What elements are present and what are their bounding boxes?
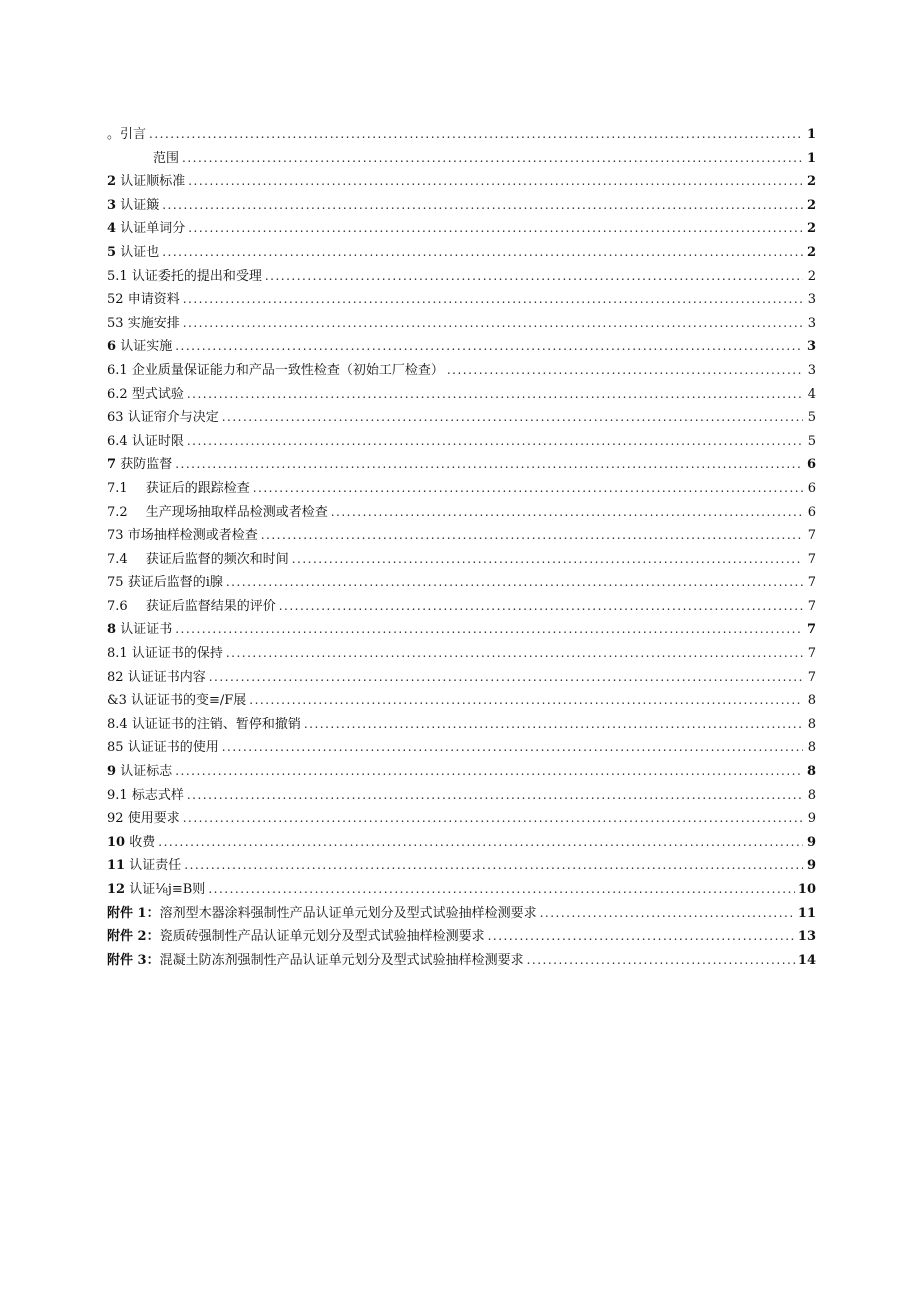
toc-page-number: 8: [807, 693, 816, 709]
dot-leader: [249, 689, 803, 713]
toc-page-number: 7: [807, 551, 816, 567]
toc-number: 5.1: [107, 268, 128, 284]
toc-entry[interactable]: [107, 241, 816, 265]
toc-number: 11: [107, 858, 126, 874]
toc-title: 获证后监督结果的评价: [145, 598, 276, 614]
toc-entry[interactable]: [107, 501, 816, 525]
toc-entry[interactable]: [107, 217, 816, 241]
dot-leader: [540, 902, 795, 926]
toc-title: 范围: [153, 150, 180, 166]
toc-page-number: 13: [797, 929, 816, 945]
toc-title: 认证实施: [120, 339, 173, 355]
dot-leader: [149, 123, 803, 147]
dot-leader: [188, 170, 803, 194]
dot-leader: [162, 241, 803, 265]
toc-page-number: 7: [807, 575, 816, 591]
toc-entry[interactable]: [107, 618, 816, 642]
toc-title: 市场抽样检测或者检查: [127, 528, 258, 544]
toc-entry[interactable]: [107, 265, 816, 289]
toc-title: 申请资料: [127, 292, 180, 308]
toc-page-number: 2: [807, 268, 816, 284]
dot-leader: [331, 501, 803, 525]
toc-entry[interactable]: [107, 430, 816, 454]
toc-number: 92: [107, 811, 124, 827]
toc-title: 认证责任: [129, 858, 182, 874]
dot-leader: [187, 383, 803, 407]
toc-title: 认证证书内容: [127, 669, 206, 685]
toc-number: 。: [107, 127, 121, 142]
toc-number: 9.1: [107, 787, 128, 803]
toc-page-number: 2: [806, 221, 816, 237]
toc-page-number: 3: [807, 292, 816, 308]
toc-page-number: 8: [806, 764, 816, 780]
toc-entry[interactable]: [107, 477, 816, 501]
toc-title: 瓷质砖强制性产品认证单元划分及型式试验抽样检测要求: [159, 929, 485, 945]
toc-page-number: 9: [806, 858, 816, 874]
toc-number: 85: [107, 740, 124, 756]
dot-leader: [226, 642, 803, 666]
toc-title: 认证委托的提出和受理: [131, 268, 262, 284]
toc-entry[interactable]: [107, 359, 816, 383]
toc-title: 认证⅛j≡B则: [129, 882, 206, 897]
toc-number: 4: [107, 221, 117, 237]
toc-entry[interactable]: [107, 784, 816, 808]
toc-page-number: 5: [807, 433, 816, 449]
toc-page-number: 3: [807, 315, 816, 331]
toc-number: &3: [107, 693, 127, 709]
toc-entry[interactable]: [107, 123, 816, 147]
toc-number: 12: [107, 882, 126, 897]
toc-title: 认证顺标准: [120, 174, 186, 190]
toc-page-number: 1: [806, 127, 816, 142]
toc-page-number: 1: [806, 150, 816, 166]
toc-entry[interactable]: [107, 902, 816, 926]
toc-page-number: 9: [807, 811, 816, 827]
toc-page-number: 3: [806, 339, 816, 355]
dot-leader: [183, 807, 803, 831]
dot-leader: [265, 265, 803, 289]
toc-page-number: 4: [807, 386, 816, 402]
toc-entry[interactable]: [107, 170, 816, 194]
toc-page-number: 6: [807, 480, 816, 496]
toc-title: 认证证书的变≡∕F展: [130, 693, 247, 709]
dot-leader: [175, 453, 803, 477]
toc-title: 引言: [120, 127, 147, 142]
toc-number: 2: [107, 174, 117, 190]
toc-title: 实施安排: [127, 315, 180, 331]
toc-number: 7.4: [107, 551, 128, 567]
toc-number: 7.1: [107, 480, 128, 496]
toc-entry[interactable]: [107, 831, 816, 855]
toc-page-number: 2: [806, 197, 816, 213]
toc-page-number: 14: [797, 952, 816, 968]
toc-page-number: 2: [806, 244, 816, 260]
toc-entry[interactable]: [107, 760, 816, 784]
toc-page-number: 7: [807, 598, 816, 614]
toc-number: 73: [107, 528, 124, 544]
toc-entry[interactable]: [107, 949, 816, 973]
toc-entry[interactable]: [107, 807, 816, 831]
toc-entry[interactable]: [107, 548, 816, 572]
toc-entry[interactable]: [107, 335, 816, 359]
dot-leader: [279, 595, 803, 619]
dot-leader: [253, 477, 803, 501]
toc-number: 6.1: [107, 362, 128, 378]
toc-title: 标志式样: [131, 787, 184, 803]
toc-page-number: 10: [797, 882, 816, 897]
toc-page-number: 5: [807, 410, 816, 426]
toc-number: 82: [107, 669, 124, 685]
toc-number: 5: [107, 244, 117, 260]
dot-leader: [158, 831, 803, 855]
toc-number: 63: [107, 410, 124, 426]
toc-entry[interactable]: [107, 453, 816, 477]
dot-leader: [182, 147, 803, 171]
toc-title: 收费: [129, 834, 156, 850]
toc-title: 认证簸: [120, 197, 160, 213]
toc-title: 溶剂型木器涂料强制性产品认证单元划分及型式试验抽样检测要求: [159, 905, 537, 921]
dot-leader: [222, 406, 803, 430]
toc-number: 10: [107, 834, 126, 850]
toc-entry[interactable]: [107, 689, 816, 713]
toc-page-number: 2: [806, 174, 816, 190]
toc-title: 认证单词分: [120, 221, 186, 237]
toc-number: 7: [107, 457, 117, 473]
toc-entry[interactable]: [107, 854, 816, 878]
toc-entry[interactable]: [107, 713, 816, 737]
toc-title: 获防监督: [120, 457, 173, 473]
toc-entry[interactable]: [107, 925, 816, 949]
toc-page-number: 8: [807, 787, 816, 803]
dot-leader: [222, 736, 803, 760]
toc-entry[interactable]: [107, 878, 816, 902]
toc-number: 6: [107, 339, 117, 355]
dot-leader: [175, 618, 803, 642]
toc-entry[interactable]: [107, 571, 816, 595]
toc-entry[interactable]: [107, 736, 816, 760]
toc-number: 6.4: [107, 433, 128, 449]
toc-number: 7.2: [107, 504, 128, 520]
dot-leader: [184, 854, 803, 878]
toc-entry[interactable]: [107, 642, 816, 666]
toc-title: 认证帘介与决定: [127, 410, 219, 426]
dot-leader: [447, 359, 803, 383]
dot-leader: [208, 878, 795, 902]
dot-leader: [209, 666, 803, 690]
toc-entry[interactable]: [107, 666, 816, 690]
dot-leader: [187, 430, 803, 454]
toc-title: 混凝土防冻剂强制性产品认证单元划分及型式试验抽样检测要求: [159, 952, 524, 968]
toc-number: 附件 2：: [107, 929, 160, 945]
toc-number: 8: [107, 622, 117, 638]
toc-number: 9: [107, 764, 117, 780]
toc-title: 企业质量保证能力和产品一致性检查（初始工厂检查）: [131, 362, 444, 378]
toc-entry[interactable]: [107, 383, 816, 407]
dot-leader: [187, 784, 803, 808]
toc-entry[interactable]: [107, 288, 816, 312]
toc-title: 认证证书的保持: [131, 646, 223, 662]
toc-number: 75: [107, 575, 124, 591]
toc-number: 6.2: [107, 386, 128, 402]
toc-number: 8.1: [107, 646, 128, 662]
toc-number: 7.6: [107, 598, 128, 614]
toc-page-number: 7: [807, 669, 816, 685]
dot-leader: [261, 524, 803, 548]
dot-leader: [175, 760, 803, 784]
toc-page-number: 6: [806, 457, 816, 473]
toc-entry[interactable]: [107, 524, 816, 548]
toc-page-number: 8: [807, 716, 816, 732]
toc-page-number: 11: [797, 905, 816, 921]
toc-title: 型式试验: [131, 386, 184, 402]
toc-entry[interactable]: [107, 194, 816, 218]
dot-leader: [304, 713, 803, 737]
toc-page-number: 6: [807, 504, 816, 520]
toc-number: 附件 3：: [107, 952, 160, 968]
toc-title: 获证后监督的频次和时间: [145, 551, 289, 567]
toc-number: 52: [107, 292, 124, 308]
toc-title: 认证证书的注销、暂停和撤销: [131, 716, 301, 732]
toc-title: 认证时限: [131, 433, 184, 449]
toc-page-number: 7: [806, 622, 816, 638]
toc-page-number: 9: [806, 834, 816, 850]
toc-title: 生产现场抽取样品检测或者检查: [145, 504, 328, 520]
toc-title: 认证证书: [120, 622, 173, 638]
toc-title: 认证证书的使用: [127, 740, 219, 756]
toc-title: 获证后监督的ⅰ腺: [127, 575, 223, 591]
dot-leader: [527, 949, 795, 973]
dot-leader: [175, 335, 803, 359]
toc-entry[interactable]: [107, 312, 816, 336]
toc-title: 使用要求: [127, 811, 180, 827]
toc-number: 53: [107, 315, 124, 331]
dot-leader: [292, 548, 803, 572]
toc-title: 认证也: [120, 244, 160, 260]
toc-title: 获证后的跟踪检查: [145, 480, 250, 496]
toc-number: 8.4: [107, 716, 128, 732]
toc-number: 附件 1：: [107, 905, 160, 921]
toc-number: 3: [107, 197, 117, 213]
toc-entry[interactable]: [107, 147, 816, 171]
toc-page-number: 7: [807, 528, 816, 544]
dot-leader: [188, 217, 803, 241]
table-of-contents: [107, 123, 816, 972]
dot-leader: [488, 925, 795, 949]
toc-entry[interactable]: [107, 406, 816, 430]
toc-page-number: 7: [807, 646, 816, 662]
toc-page-number: 3: [807, 362, 816, 378]
toc-entry[interactable]: [107, 595, 816, 619]
dot-leader: [183, 312, 803, 336]
dot-leader: [226, 571, 803, 595]
toc-page-number: 8: [807, 740, 816, 756]
dot-leader: [183, 288, 803, 312]
dot-leader: [162, 194, 803, 218]
toc-title: 认证标志: [120, 764, 173, 780]
